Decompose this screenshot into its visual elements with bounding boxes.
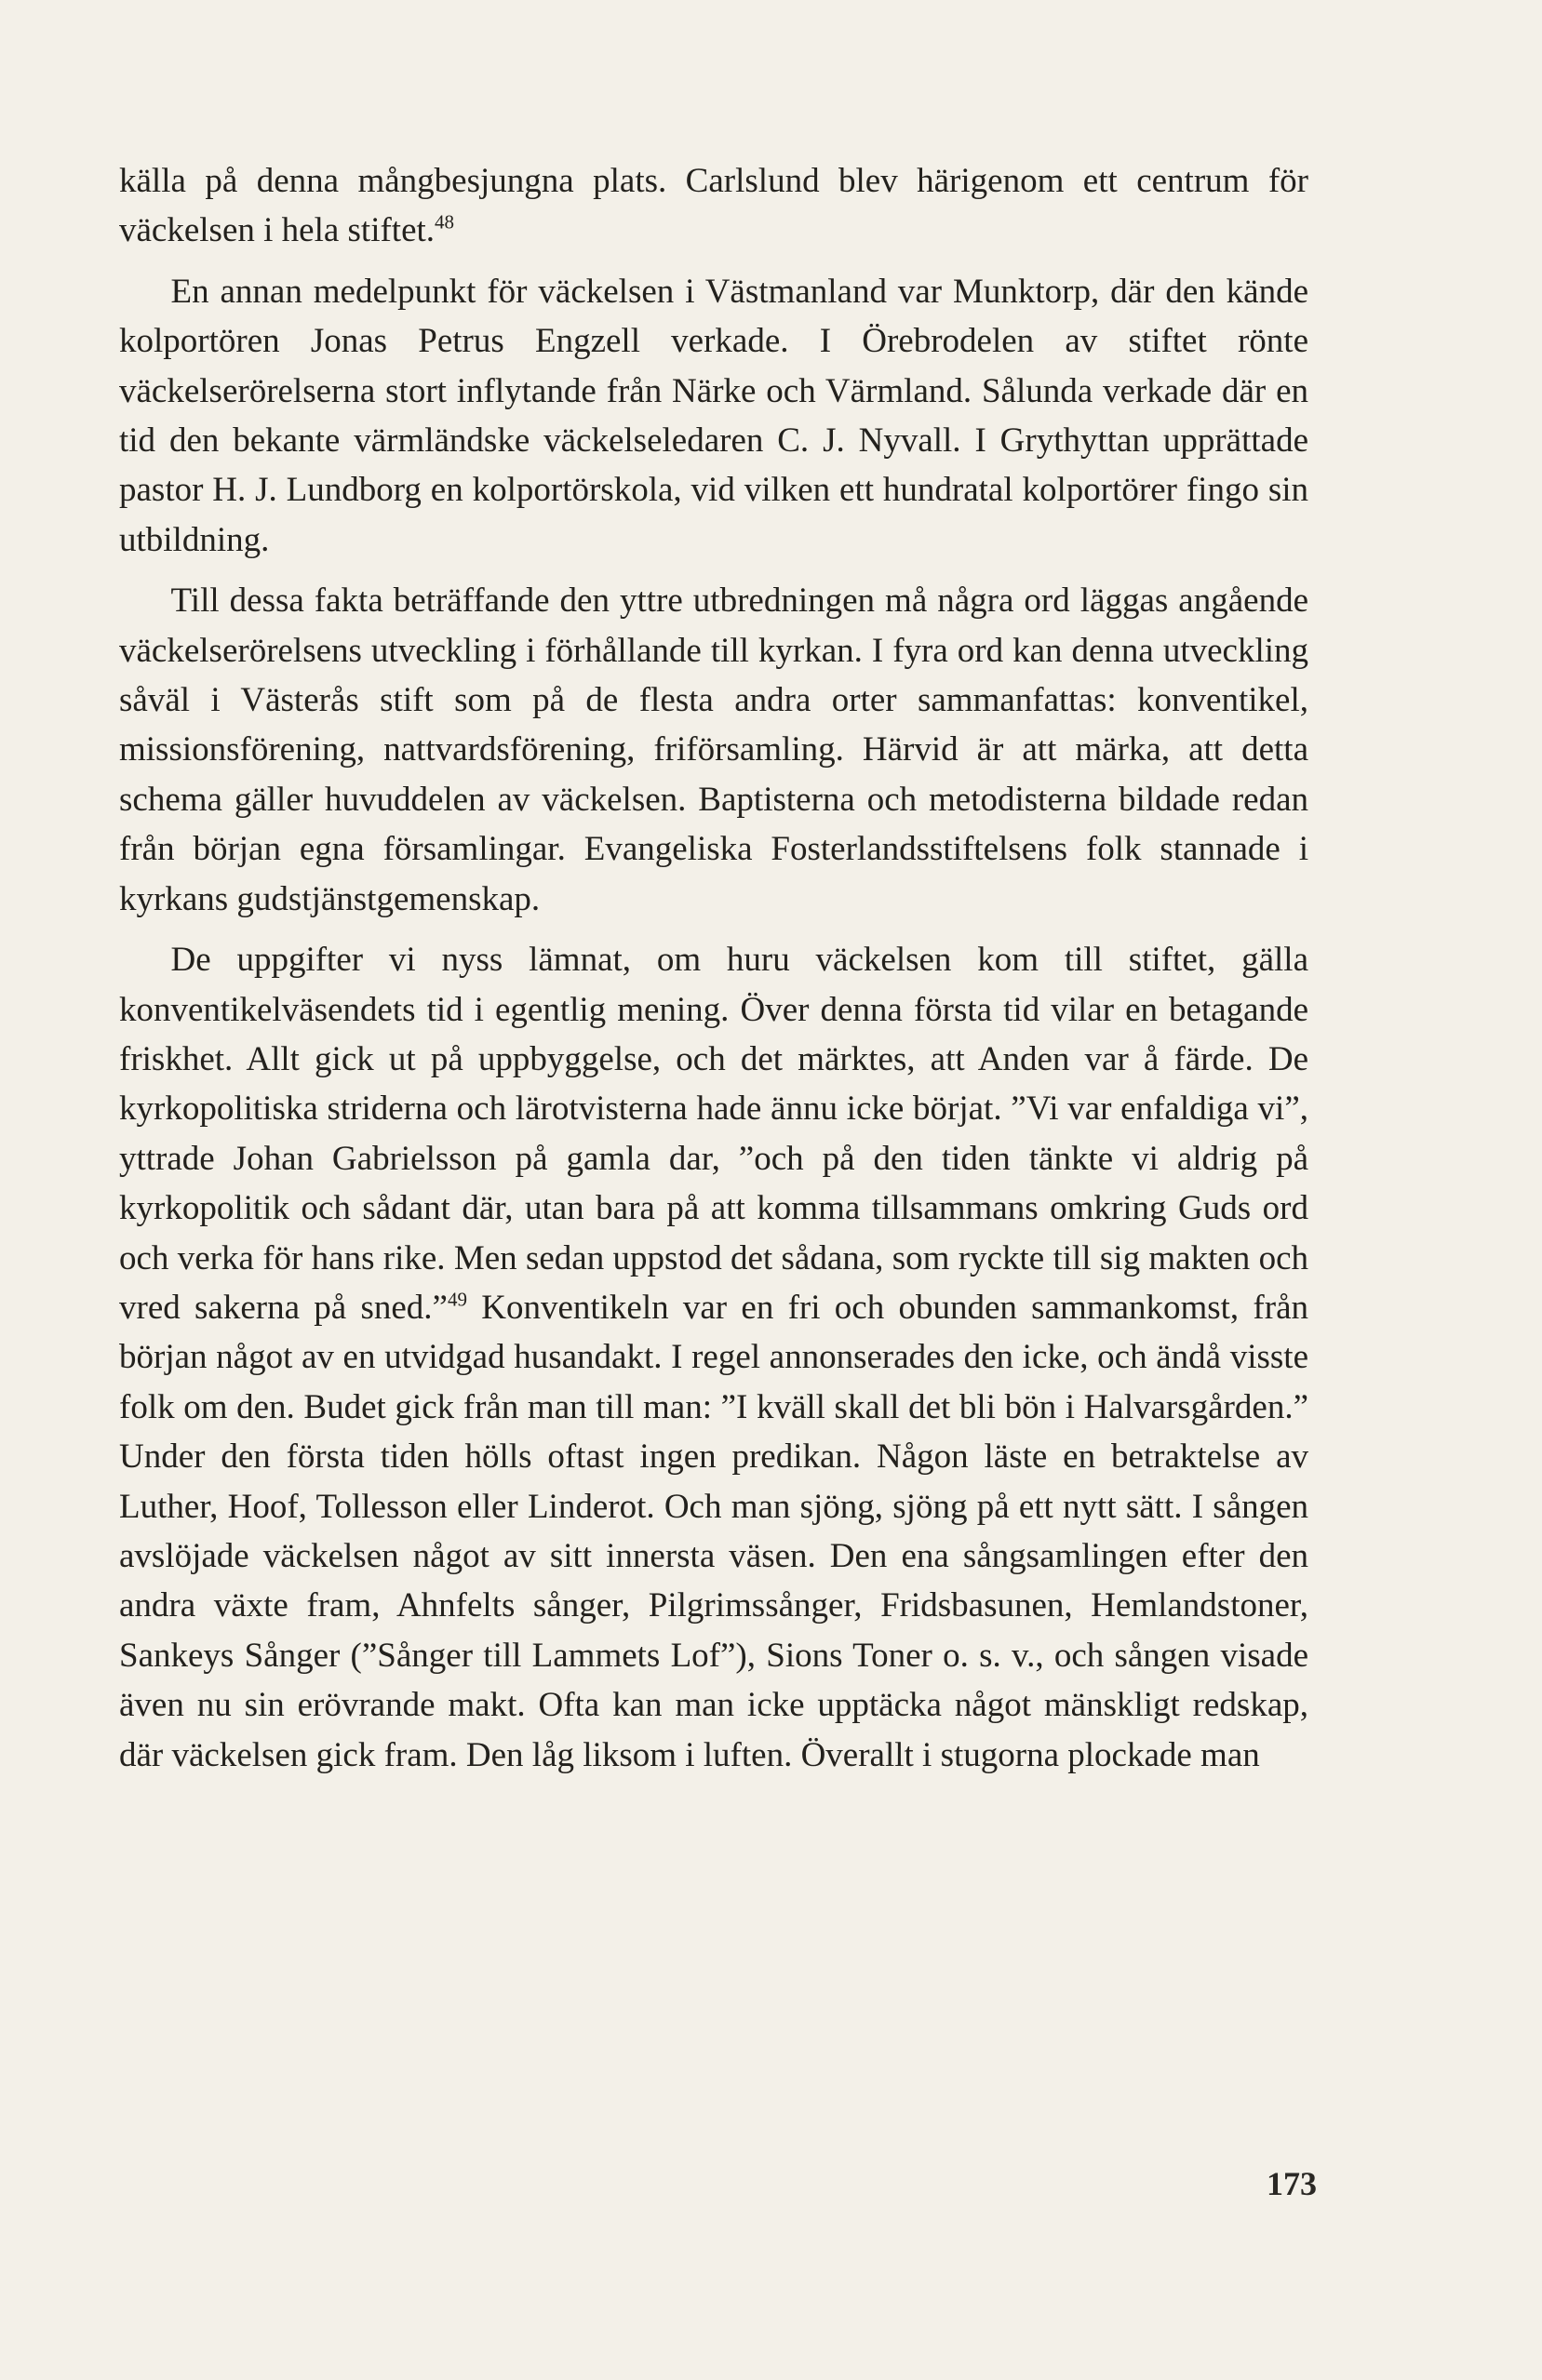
page-number: 173 [1267,2165,1317,2202]
paragraph-text: En annan medelpunkt för väckelsen i Västmanland var Munktorp, där den kände kolportören Jonas Petrus Engzell verkade. I Örebrodelen av stiftet rönte väckelserörelserna stort inflytande från Närke och Värmland. Sålunda verkade där en tid den bekante värmländske väckelseledaren C. J. Nyvall. I Grythyttan upprättade pastor H. J. Lundborg en kolportörskola, vid vilken ett hundratal kolportörer fingo sin utbildning. [119,272,1308,559]
paragraph-2 [119,267,1308,565]
body-text [119,156,1308,1791]
paragraph-3 [119,576,1308,924]
paragraph-text: De uppgifter vi nyss lämnat, om huru väckelsen kom till stiftet, gälla konventikelväsendets tid i egentlig mening. Över denna första tid vilar en betagande friskhet. Allt gick ut på uppbyggelse, och det märktes, att Anden var å färde. De kyrkopolitiska striderna och lärotvisterna hade ännu icke börjat. ”Vi var enfaldiga vi”, yttrade Johan Gabrielsson på gamla dar, ”och på den tiden tänkte vi aldrig på kyrkopolitik och sådant där, utan bara på att komma tillsammans omkring Guds ord och verka för hans rike. Men sedan uppstod det sådana, som ryckte till sig makten och vred sakerna på sned.” [119,941,1308,1327]
paragraph-4 [119,935,1308,1780]
paragraph-1 [119,156,1308,256]
footnote-reference: 49 [447,1288,467,1311]
paragraph-text: Konventikeln var en fri och obunden sammankomst, från början något av en utvidgad husandakt. I regel annonserades den icke, och ändå visste folk om den. Budet gick från man till man: ”I kväll skall det bli bön i Halvarsgården.” Under den första tiden hölls oftast ingen predikan. Någon läste en betraktelse av Luther, Hoof, Tollesson eller Linderot. Och man sjöng, sjöng på ett nytt sätt. I sången avslöjade väckelsen något av sitt innersta väsen. Den ena sångsamlingen efter den andra växte fram, Ahnfelts sånger, Pilgrimssånger, Fridsbasunen, Hemlandstoner, Sankeys Sånger (”Sånger till Lammets Lof”), Sions Toner o. s. v., och sången visade även nu sin erövrande makt. Ofta kan man icke upptäcka något mänskligt redskap, där väckelsen gick fram. Den låg liksom i luften. Överallt i stugorna plockade man [119,1288,1308,1774]
paragraph-text: Till dessa fakta beträffande den yttre utbredningen må några ord läggas angående väckelserörelsens utveckling i förhållande till kyrkan. I fyra ord kan denna utveckling såväl i Västerås stift som på de flesta andra orter sammanfattas: konventikel, missionsförening, nattvardsförening, friförsamling. Härvid är att märka, att detta schema gäller huvuddelen av väckelsen. Baptisterna och metodisterna bildade redan från början egna församlingar. Evangeliska Fosterlandsstiftelsens folk stannade i kyrkans gudstjänstgemenskap. [119,582,1308,918]
paragraph-text: källa på denna mångbesjungna plats. Carlslund blev härigenom ett centrum för väckelsen i hela stiftet. [119,162,1308,250]
footnote-reference: 48 [435,211,455,234]
